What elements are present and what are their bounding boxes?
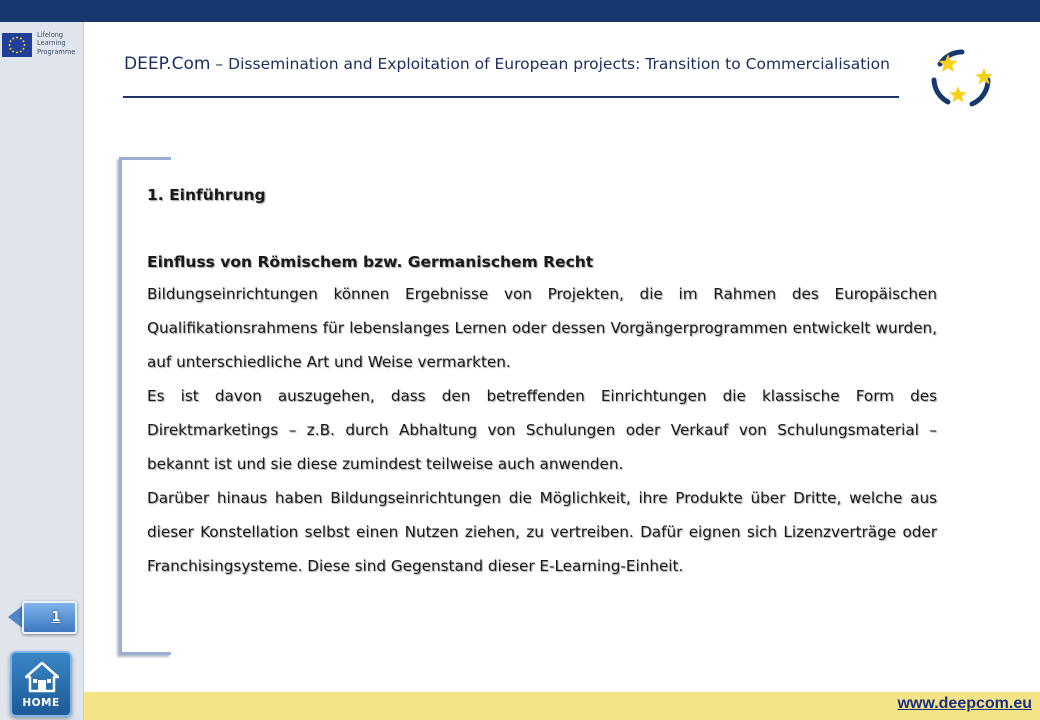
llp-line: Lifelong bbox=[37, 31, 64, 39]
lifelong-learning-text bbox=[37, 31, 83, 56]
section-heading: 1. Einführung bbox=[147, 186, 266, 204]
subheading: Einfluss von Römischem bzw. Germanischem Recht bbox=[147, 253, 594, 271]
title-separator: – bbox=[215, 55, 224, 73]
main-content bbox=[147, 180, 937, 583]
llp-line: Learning bbox=[37, 39, 66, 48]
llp-line: Programme bbox=[37, 47, 76, 56]
page-back-button[interactable] bbox=[8, 598, 76, 640]
paragraph: Darüber hinaus haben Bildungseinrichtungen die Möglichkeit, ihre Produkte über Dritte, welche aus dieser Konstellation selbst einen Nutzen ziehen, zu vertreiben. Dafür eignen sich Lizenzverträge oder Franchisingsysteme. Diese sind Gegenstand dieser E-Learning-Einheit. bbox=[147, 489, 937, 575]
lifelong-learning-logo bbox=[2, 30, 82, 60]
title-text: Dissemination and Exploitation of European projects: Transition to Commercialisation bbox=[228, 55, 890, 73]
page-number-box[interactable] bbox=[22, 601, 77, 634]
top-bar bbox=[0, 0, 1040, 22]
footer-bar bbox=[84, 692, 1040, 720]
brand-name: DEEP.Com bbox=[124, 54, 211, 74]
eu-flag-icon bbox=[2, 33, 32, 57]
deepcom-star-logo-icon bbox=[926, 44, 996, 114]
header-divider bbox=[123, 96, 899, 98]
home-label: HOME bbox=[22, 697, 60, 709]
home-button[interactable] bbox=[10, 651, 72, 717]
paragraph: Es ist davon auszugehen, dass den betreffenden Einrichtungen die klassische Form des Direktmarketings – z.B. durch Abhaltung von Schulungen oder Verkauf von Schulungsmaterial – bekannt ist und sie diese zumindest teilweise auch anwenden. bbox=[147, 387, 937, 473]
home-icon bbox=[25, 661, 59, 693]
page-title bbox=[124, 54, 890, 80]
paragraph: Bildungseinrichtungen können Ergebnisse von Projekten, die im Rahmen des Europäischen Qualifikationsrahmens für lebenslanges Lernen oder dessen Vorgängerprogrammen entwickelt wurden, auf unterschiedliche Art und Weise vermarkten. bbox=[147, 285, 937, 371]
page-number[interactable]: 1 bbox=[51, 610, 61, 625]
website-link[interactable]: www.deepcom.eu bbox=[897, 695, 1032, 712]
